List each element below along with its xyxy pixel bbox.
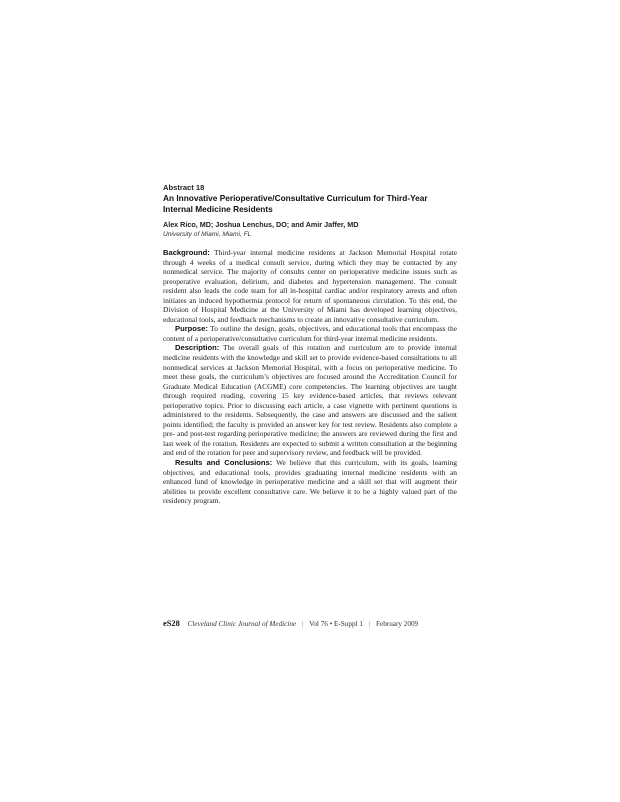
results-text: We believe that this curriculum, with its goals, learning objectives, and educational tools, provides graduating internal medicine residents with an enhanced fund of knowledge in perioperative medicine and a skill set that will augment their abilities to provide excellent consultative care. We believe it to be a highly valued part of the residency program.	[163, 458, 458, 506]
journal-name: Cleveland Clinic Journal of Medicine	[187, 620, 297, 628]
results-paragraph	[163, 458, 457, 506]
journal-issue: Vol 76 • E-Suppl 1	[309, 620, 363, 628]
abstract-article	[163, 182, 457, 506]
description-paragraph	[163, 343, 457, 458]
description-heading: Description:	[175, 343, 220, 353]
abstract-title: An Innovative Perioperative/Consultative Curriculum for Third-Year Internal Medicine Residents	[163, 193, 428, 214]
abstract-authors: Alex Rico, MD; Joshua Lenchus, DO; and Amir Jaffer, MD	[163, 220, 359, 229]
purpose-heading: Purpose:	[175, 324, 208, 334]
footer-separator: |	[301, 620, 304, 628]
abstract-number: Abstract 18	[163, 183, 205, 192]
journal-date: February 2009	[376, 620, 419, 628]
purpose-text: To outline the design, goals, objectives, and educational tools that encompass the content of a perioperative/consultative curriculum for third-year internal medicine residents.	[163, 324, 457, 343]
page-footer	[163, 619, 463, 629]
background-paragraph	[163, 248, 457, 324]
footer-separator-2: |	[368, 620, 371, 628]
page-folio: eS28	[163, 619, 180, 628]
background-text: Third-year internal medicine residents at Jackson Memorial Hospital rotate through 4 weeks of a medical consult service, during which they may be contacted by any nonmedical service. The majority of consults center on perioperative medicine issues such as preoperative evaluation, delirium, and diabetes and hypertension management. The consult resident also leads the code team for all in-hospital cardiac and/or respiratory arrests and often initiates an induced hypothermia protocol for return of spontaneous circulation. To this end, the Division of Hospital Medicine at the University of Miami has developed learning objectives, educational tools, and feedback mechanisms to create an innovative consultative curriculum.	[163, 248, 457, 324]
description-text: The overall goals of this rotation and curriculum are to provide internal medicine residents with the knowledge and skill set to provide evidence-based consultations to all nonmedical services at Jackson Memorial Hospital, with a focus on perioperative medicine. To meet these goals, the curriculum’s objectives are focused around the Accreditation Council for Graduate Medical Education (ACGME) core competencies. The learning objectives are taught through required reading, covering 15 key evidence-based articles, that reviews relevant perioperative topics. Prior to discussing each article, a case vignette with pertinent questions is administered to the residents. Subsequently, the case and answers are discussed and the salient points identified; the faculty is provided an answer key for test review. Residents also complete a pre- and post-test regarding perioperative medicine; the answers are reviewed during the first and last week of the rotation. Residents are expected to submit a written consultation at the beginning and end of the rotation for peer and supervisory review, and feedback will be provided.	[163, 343, 457, 458]
abstract-affiliation: University of Miami, Miami, FL	[163, 231, 252, 238]
purpose-paragraph	[163, 324, 457, 343]
results-heading: Results and Conclusions:	[175, 458, 273, 468]
background-heading: Background:	[163, 248, 210, 257]
